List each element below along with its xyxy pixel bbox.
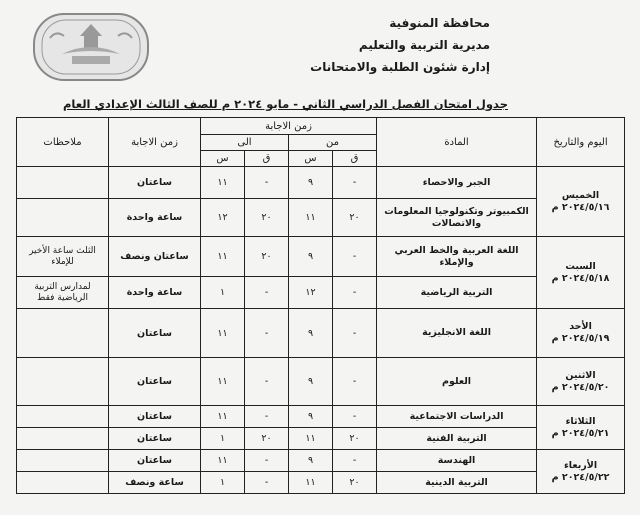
from-hour-cell: ١٢ xyxy=(289,277,333,309)
ministry-logo-icon xyxy=(32,10,150,82)
header-department: إدارة شئون الطلبة والامتحانات xyxy=(310,60,490,74)
day-date-cell xyxy=(537,406,625,450)
from-hour-cell: ٩ xyxy=(289,167,333,199)
header-from: من xyxy=(289,135,377,151)
to-hour-cell: ١١ xyxy=(201,358,245,406)
to-minute-cell: - xyxy=(245,277,289,309)
duration-cell: ساعة واحدة xyxy=(109,199,201,237)
document-title: جدول امتحان الفصل الدراسي الثاني - مايو ٢٠٢٤ م للصف الثالث الإعدادي العام xyxy=(63,97,508,111)
table-row xyxy=(17,406,625,428)
from-hour-cell: ٩ xyxy=(289,450,333,472)
duration-cell: ساعة واحدة xyxy=(109,277,201,309)
subject-cell: العلوم xyxy=(377,358,537,406)
day-date-cell xyxy=(537,309,625,358)
header-from-hour: س xyxy=(289,151,333,167)
header-notes: ملاحظات xyxy=(17,118,109,167)
to-hour-cell: ١١ xyxy=(201,167,245,199)
subject-cell: الهندسة xyxy=(377,450,537,472)
from-hour-cell: ١١ xyxy=(289,199,333,237)
header-governorate: محافظة المنوفية xyxy=(389,16,490,30)
to-hour-cell: ١١ xyxy=(201,406,245,428)
to-hour-cell: ١١ xyxy=(201,450,245,472)
exam-date: ٢٠٢٤/٥/٢٢ م xyxy=(551,471,610,483)
table-row xyxy=(17,472,625,494)
header-duration: زمن الاجابة xyxy=(109,118,201,167)
table-row xyxy=(17,167,625,199)
note-cell: لمدارس التربية الرياضية فقط xyxy=(17,277,109,309)
to-hour-cell: ١ xyxy=(201,472,245,494)
day-name: السبت xyxy=(565,260,596,272)
duration-cell: ساعتان xyxy=(109,450,201,472)
table-row xyxy=(17,199,625,237)
to-minute-cell: - xyxy=(245,309,289,358)
from-minute-cell: - xyxy=(333,450,377,472)
from-hour-cell: ٩ xyxy=(289,309,333,358)
from-hour-cell: ١١ xyxy=(289,472,333,494)
duration-cell: ساعتان xyxy=(109,358,201,406)
from-minute-cell: - xyxy=(333,167,377,199)
to-hour-cell: ١ xyxy=(201,428,245,450)
duration-cell: ساعتان xyxy=(109,428,201,450)
from-hour-cell: ٩ xyxy=(289,358,333,406)
from-minute-cell: ٢٠ xyxy=(333,428,377,450)
subject-cell: اللغة الانجليزية xyxy=(377,309,537,358)
header-to-minute: ق xyxy=(245,151,289,167)
table-row xyxy=(17,428,625,450)
duration-cell: ساعتان xyxy=(109,406,201,428)
to-minute-cell: ٢٠ xyxy=(245,237,289,277)
day-date-cell xyxy=(537,237,625,309)
exam-date: ٢٠٢٤/٥/٢٠ م xyxy=(551,381,610,393)
day-name: الثلاثاء xyxy=(565,415,596,427)
day-date-cell xyxy=(537,167,625,237)
exam-date: ٢٠٢٤/٥/٢١ م xyxy=(551,427,610,439)
subject-cell: التربية الدينية xyxy=(377,472,537,494)
to-minute-cell: - xyxy=(245,358,289,406)
note-cell: الثلث ساعة الأخير للإملاء xyxy=(17,237,109,277)
day-date-cell xyxy=(537,358,625,406)
header-answer-time: زمن الاجابة xyxy=(201,118,377,135)
from-minute-cell: - xyxy=(333,277,377,309)
exam-date: ٢٠٢٤/٥/١٨ م xyxy=(551,272,610,284)
subject-cell: التربية الرياضية xyxy=(377,277,537,309)
to-minute-cell: ٢٠ xyxy=(245,199,289,237)
header-block xyxy=(310,12,490,78)
header-to-hour: س xyxy=(201,151,245,167)
from-minute-cell: - xyxy=(333,406,377,428)
from-minute-cell: - xyxy=(333,237,377,277)
day-date-cell xyxy=(537,450,625,494)
note-cell xyxy=(17,167,109,199)
note-cell xyxy=(17,472,109,494)
to-minute-cell: - xyxy=(245,406,289,428)
duration-cell: ساعة ونصف xyxy=(109,472,201,494)
day-name: الأربعاء xyxy=(563,459,598,471)
header-subject: المادة xyxy=(377,118,537,167)
from-minute-cell: - xyxy=(333,358,377,406)
table-row xyxy=(17,237,625,277)
subject-cell: الجبر والاحصاء xyxy=(377,167,537,199)
to-hour-cell: ١ xyxy=(201,277,245,309)
from-minute-cell: ٢٠ xyxy=(333,472,377,494)
from-hour-cell: ٩ xyxy=(289,406,333,428)
to-minute-cell: - xyxy=(245,450,289,472)
table-row xyxy=(17,277,625,309)
note-cell xyxy=(17,309,109,358)
to-hour-cell: ١١ xyxy=(201,309,245,358)
note-cell xyxy=(17,428,109,450)
exam-schedule-table xyxy=(16,117,625,494)
table-row xyxy=(17,450,625,472)
header-directorate: مديرية التربية والتعليم xyxy=(358,38,490,52)
exam-date: ٢٠٢٤/٥/١٩ م xyxy=(551,333,610,344)
day-name: الخميس xyxy=(561,189,600,201)
duration-cell: ساعتان ونصف xyxy=(109,237,201,277)
subject-cell: الدراسات الاجتماعية xyxy=(377,406,537,428)
day-name: الأحد xyxy=(569,321,592,332)
from-minute-cell: - xyxy=(333,309,377,358)
to-minute-cell: - xyxy=(245,167,289,199)
subject-cell: الكمبيوتر وتكنولوجيا المعلومات والاتصالات xyxy=(377,199,537,237)
header-day-date: اليوم والتاريخ xyxy=(537,118,625,167)
header-to: الى xyxy=(201,135,289,151)
to-minute-cell: ٢٠ xyxy=(245,428,289,450)
from-hour-cell: ١١ xyxy=(289,428,333,450)
duration-cell: ساعتان xyxy=(109,309,201,358)
note-cell xyxy=(17,199,109,237)
note-cell xyxy=(17,406,109,428)
note-cell xyxy=(17,358,109,406)
to-hour-cell: ١١ xyxy=(201,237,245,277)
subject-cell: اللغة العربية والخط العربي والإملاء xyxy=(377,237,537,277)
from-hour-cell: ٩ xyxy=(289,237,333,277)
to-hour-cell: ١٢ xyxy=(201,199,245,237)
header-from-minute: ق xyxy=(333,151,377,167)
day-name: الاثنين xyxy=(565,369,596,381)
from-minute-cell: ٢٠ xyxy=(333,199,377,237)
table-row xyxy=(17,358,625,406)
to-minute-cell: - xyxy=(245,472,289,494)
schedule-body xyxy=(17,167,625,494)
duration-cell: ساعتان xyxy=(109,167,201,199)
subject-cell: التربية الفنية xyxy=(377,428,537,450)
table-row xyxy=(17,309,625,358)
note-cell xyxy=(17,450,109,472)
exam-date: ٢٠٢٤/٥/١٦ م xyxy=(551,201,610,213)
